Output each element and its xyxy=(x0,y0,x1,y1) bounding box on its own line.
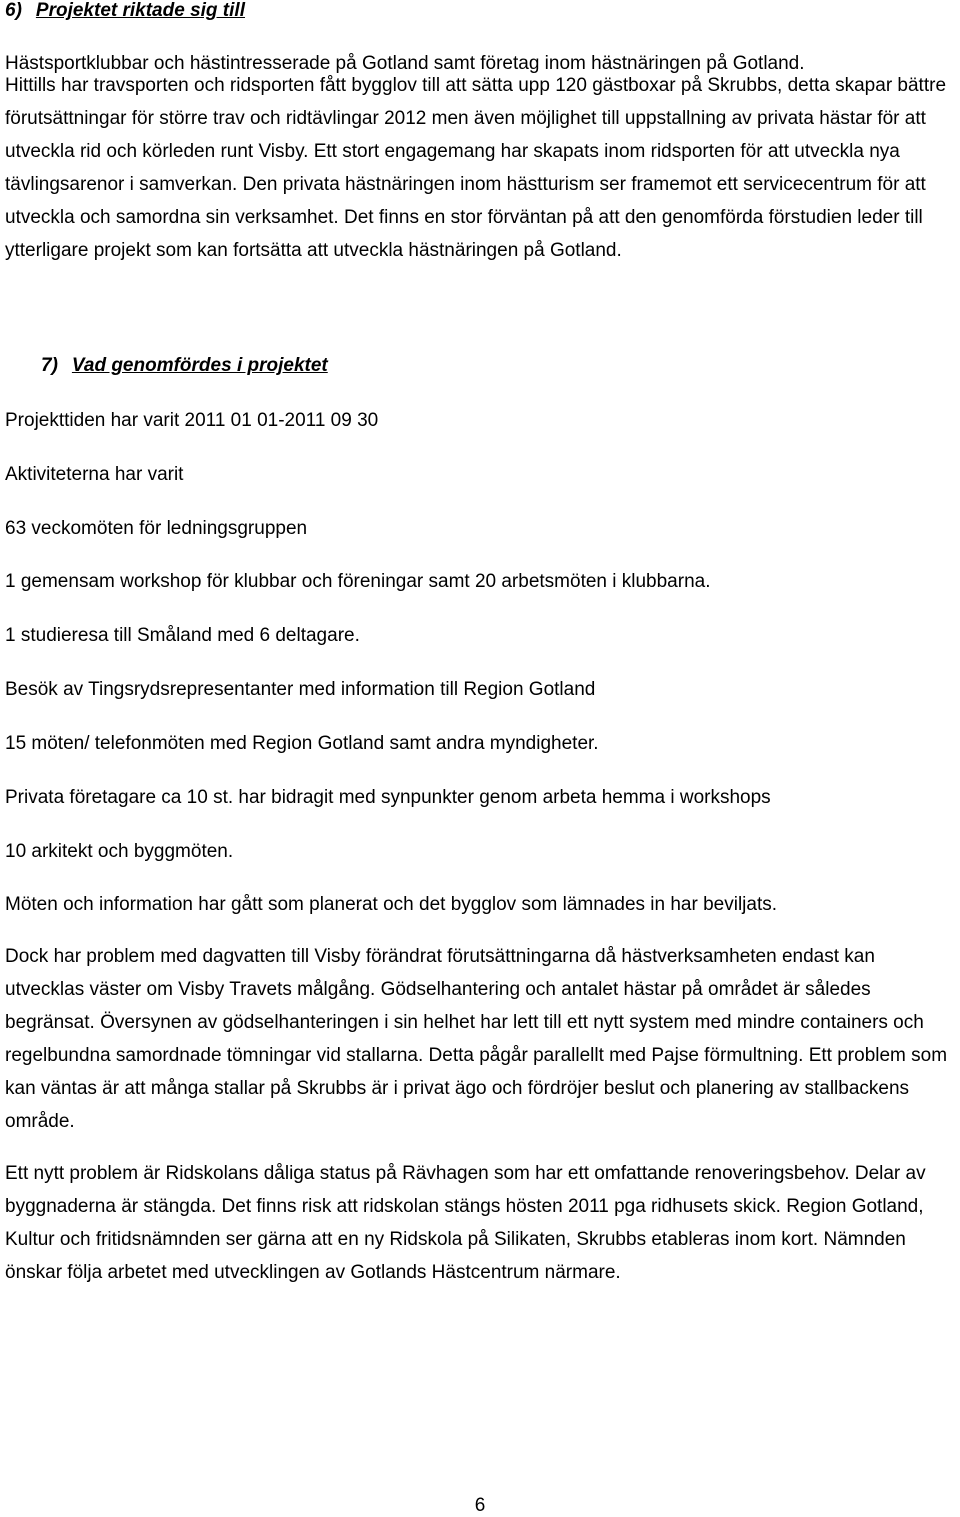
list-item: 10 arkitekt och byggmöten. xyxy=(5,841,234,862)
list-item: Möten och information har gått som planerat och det bygglov som lämnades in har beviljats. xyxy=(5,894,778,915)
section-6-title: Projektet riktade sig till xyxy=(35,0,245,21)
list-item: Projekttiden har varit 2011 01 01-2011 09 30 xyxy=(5,410,379,431)
list-item: 63 veckomöten för ledningsgruppen xyxy=(5,518,308,539)
list-item: Besök av Tingsrydsrepresentanter med information till Region Gotland xyxy=(5,679,596,700)
page-number: 6 xyxy=(474,1495,486,1516)
list-item: Aktiviteterna har varit xyxy=(5,464,184,485)
section-6-body: Hittills har travsporten och ridsporten fått bygglov till att sätta upp 120 gästboxar på Skrubbs, detta skapar bättre förutsättningar för större trav och ridtävlingar 2012 men även möjlighet till uppstallning av privata hästar för att utveckla rid och körleden runt Visby. Ett stort engagemang har skapats inom ridsporten för att utveckla nya tävlingsarenor i samverkan. Den privata hästnäringen inom hästturism ser framemot ett servicecentrum för att utveckla och samordna sin verksamhet. Det finns en stor förväntan på att den genomförda förstudien leder till ytterligare projekt som kan fortsätta att utveckla hästnäringen på Gotland. xyxy=(5,75,947,261)
section-7-paragraph-1: Dock har problem med dagvatten till Visby förändrat förutsättningarna då hästverksamheten endast kan utvecklas väster om Visby Travets målgång. Gödselhantering och antalet hästar på området är således begränsat. Översynen av gödselhanteringen i sin helhet har lett till ett nytt system med mindre containers och regelbundna samordnade tömningar vid stallarna. Detta pågår parallellt med Pajse förmultning. Ett problem som kan väntas är att många stallar på Skrubbs är i privat ägo och fördröjer beslut och planering av stallbackens område. xyxy=(5,946,948,1132)
section-7-paragraph-2: Ett nytt problem är Ridskolans dåliga status på Rävhagen som har ett omfattande renoveringsbehov. Delar av byggnaderna är stängda. Det finns risk att ridskolan stängs hösten 2011 pga ridhusets skick. Region Gotland, Kultur och fritidsnämnden ser gärna att en ny Ridskola på Silikaten, Skrubbs etableras inom kort. Nämnden önskar följa arbetet med utvecklingen av Gotlands Hästcentrum närmare. xyxy=(5,1163,926,1283)
list-item: Privata företagare ca 10 st. har bidragit med synpunkter genom arbeta hemma i workshops xyxy=(5,787,771,808)
list-item: 1 gemensam workshop för klubbar och föreningar samt 20 arbetsmöten i klubbarna. xyxy=(5,571,711,592)
list-item: 1 studieresa till Småland med 6 deltagare. xyxy=(5,625,360,646)
section-6-number: 6) xyxy=(5,0,22,21)
section-7-title: Vad genomfördes i projektet xyxy=(71,355,328,376)
section-7-number: 7) xyxy=(41,355,58,376)
list-item: 15 möten/ telefonmöten med Region Gotland samt andra myndigheter. xyxy=(5,733,599,754)
section-6-heading xyxy=(5,0,245,22)
section-6-intro: Hästsportklubbar och hästintresserade på Gotland samt företag inom hästnäringen på Gotland. xyxy=(5,53,805,74)
section-7-heading xyxy=(41,355,328,377)
